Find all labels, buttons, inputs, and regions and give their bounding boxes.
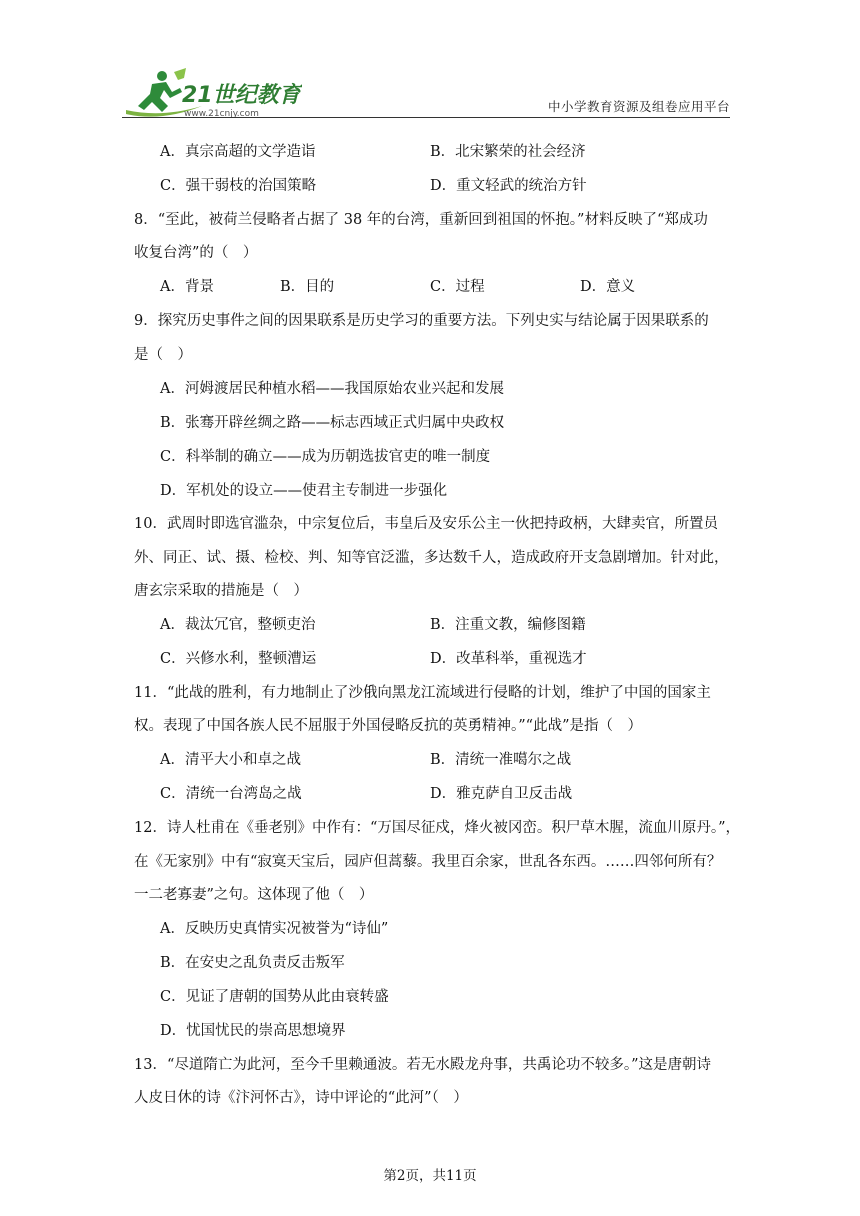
q8-stem-line2: 收复台湾”的（ ）: [134, 245, 258, 261]
q13-stem-line2: 人皮日休的诗《汴河怀古》，诗中评论的“此河”（ ）: [134, 1090, 468, 1106]
q10-stem-line3: 唐玄宗采取的措施是（ ）: [134, 583, 308, 599]
q7-option-c: C．强干弱枝的治国策略: [160, 178, 317, 194]
page-header: [0, 0, 860, 125]
svg-text:www.21cnjy.com: www.21cnjy.com: [184, 109, 259, 119]
page-number: 第2页，共11页: [383, 1168, 477, 1184]
logo-21cnjy: [122, 66, 302, 124]
q12-option-c: C．见证了唐朝的国势从此由衰转盛: [160, 989, 389, 1005]
q12-stem-line1: 12．诗人杜甫在《垂老别》中作有：“万国尽征戍，烽火被冈峦。积尸草木腥，流血川原丹。”，: [134, 820, 741, 836]
q10-stem-line1: 10．武周时即选官滥杂，中宗复位后，韦皇后及安乐公主一伙把持政柄，大肆卖官，所置员: [134, 516, 718, 532]
q11-option-a: A．清平大小和卓之战: [160, 752, 301, 768]
q11-stem-line2: 权。表现了中国各族人民不屈服于外国侵略反抗的英勇精神。”“此战”是指（ ）: [134, 718, 642, 734]
q12-option-b: B．在安史之乱负责反击叛军: [160, 955, 345, 971]
q13-stem-line1: 13．“尽道隋亡为此河，至今千里赖通波。若无水殿龙舟事，共禹论功不较多。”这是唐朝诗: [134, 1057, 712, 1073]
q8-option-b: B．目的: [280, 279, 335, 295]
q9-option-c: C．科举制的确立——成为历朝选拔官吏的唯一制度: [160, 449, 491, 465]
q7-option-d: D．重文轻武的统治方针: [430, 178, 587, 194]
q7-option-b: B．北宋繁荣的社会经济: [430, 144, 586, 160]
q8-option-c: C．过程: [430, 279, 485, 295]
q8-option-a: A．背景: [160, 279, 214, 295]
q12-stem-line3: 一二老寡妻”之句。这体现了他（ ）: [134, 887, 374, 903]
q9-option-b: B．张骞开辟丝绸之路——标志西域正式归属中央政权: [160, 415, 505, 431]
q12-option-d: D．忧国忧民的崇高思想境界: [160, 1023, 346, 1039]
platform-name: 中小学教育资源及组卷应用平台: [547, 99, 730, 114]
q11-option-b: B．清统一准噶尔之战: [430, 752, 572, 768]
q10-option-a: A．裁汰冗官，整顿吏治: [160, 617, 316, 633]
q10-stem-line2: 外、同正、试、摄、检校、判、知等官泛滥，多达数千人，造成政府开支急剧增加。针对此，: [134, 550, 729, 566]
header-divider: [122, 117, 730, 118]
svg-text:21世纪教育: 21世纪教育: [182, 83, 301, 108]
q9-stem-line2: 是（ ）: [134, 347, 192, 363]
q12-option-a: A．反映历史真情实况被誉为“诗仙”: [160, 921, 389, 937]
q11-option-c: C．清统一台湾岛之战: [160, 786, 302, 802]
q10-option-b: B．注重文教，编修图籍: [430, 617, 586, 633]
q10-option-c: C．兴修水利，整顿漕运: [160, 651, 317, 667]
q8-stem-line1: 8．“至此，被荷兰侵略者占据了 38 年的台湾，重新回到祖国的怀抱。”材料反映了“郑成功: [134, 212, 708, 228]
q7-option-a: A．真宗高超的文学造诣: [160, 144, 316, 160]
q11-option-d: D．雅克萨自卫反击战: [430, 786, 573, 802]
q9-option-d: D．军机处的设立——使君主专制进一步强化: [160, 483, 448, 499]
q11-stem-line1: 11．“此战的胜利，有力地制止了沙俄向黑龙江流域进行侵略的计划，维护了中国的国家主: [134, 685, 711, 701]
q12-stem-line2: 在《无家别》中有“寂寞天宝后，园庐但蒿藜。我里百余家，世乱各东西。……四邻何所有？: [134, 854, 722, 870]
q8-option-d: D．意义: [580, 279, 636, 295]
q10-option-d: D．改革科举，重视选才: [430, 651, 587, 667]
q9-option-a: A．河姆渡居民种植水稻——我国原始农业兴起和发展: [160, 381, 504, 397]
q9-stem-line1: 9．探究历史事件之间的因果联系是历史学习的重要方法。下列史实与结论属于因果联系的: [134, 313, 709, 329]
